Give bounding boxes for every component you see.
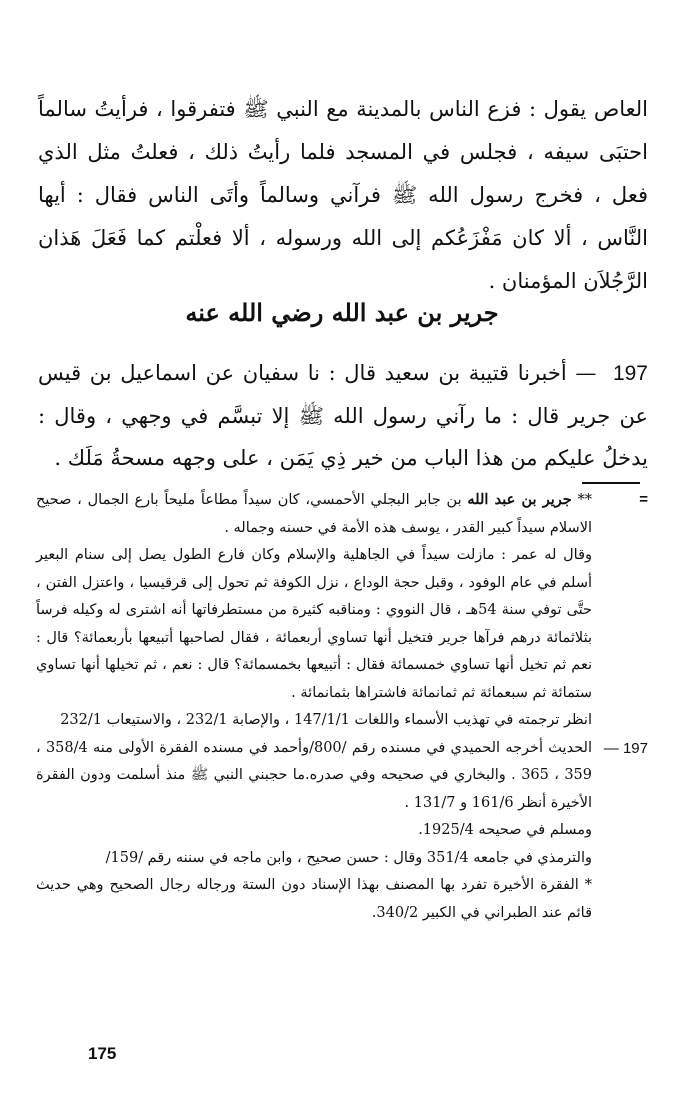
- footnote-hadith-line-3: والترمذي في جامعه 351/4 وقال : حسن صحيح ، وابن ماجه في سننه رقم /159/: [105, 849, 592, 866]
- hadith-block: [38, 352, 648, 479]
- footnote-stars: **: [571, 492, 592, 508]
- footnote-number-dash: —: [603, 739, 619, 757]
- footnote-divider: [582, 482, 640, 484]
- main-text-block: [38, 88, 648, 303]
- footnote-bio-text: بن جابر البجلي الأحمسي، كان سيداً مطاعاً مليحاً بارع الجمال ، صحيح الاسلام سيداً كبير القدر ، يوسف هذه الأمة في حسنه وجماله .: [36, 492, 592, 536]
- hadith-text: أخبرنا قتيبة بن سعيد قال : نا سفيان عن اسماعيل بن قيس عن جرير قال : ما رآني رسول الله ﷺ إلا تبسَّم في وجهي ، وقال : يدخلُ عليكم من هذا الباب من خير ذِي يَمَن ، على وجهه مسحةُ مَلَك .: [38, 361, 648, 470]
- footnote-hadith-line-1: الحديث أخرجه الحميدي في مسنده رقم /800/وأحمد في مسنده الفقرة الأولى منه 358/4 ، 359 ، 365 . والبخاري في صحيحه وفي صدره.ما حجبني النبي ﷺ منذ أسلمت ودون الفقرة الأخيرة أنظر 161/6 و 131/7 .: [36, 739, 593, 811]
- footnote-number-value: 197: [622, 739, 648, 757]
- footnote-bio-line: [36, 486, 592, 542]
- footnote-hadith-line-2: ومسلم في صحيحه 1925/4.: [418, 822, 592, 838]
- footnotes: [36, 486, 648, 927]
- hadith-paragraph: [38, 352, 648, 479]
- main-paragraph: العاص يقول : فزع الناس بالمدينة مع النبي ﷺ فتفرقوا ، فرأيتُ سالماً احتبَى سيفه ، فجلس في المسجد فلما رأيتُ ذلك ، فعلتُ مثل الذي فعل ، فخرج رسول الله ﷺ فرآني وسالماً وأتَى الناس فقال : أيها النَّاس ، ألا كان مَفْزَعُكم إلى الله ورسوله ، ألا فعلْتم كما فَعَلَ هَذان الرَّجُلاَن المؤمنان .: [38, 97, 648, 293]
- footnote-hadith-197: [36, 735, 648, 928]
- footnote-bio-name: جرير بن عبد الله: [467, 491, 572, 508]
- footnote-number: [604, 735, 648, 763]
- footnote-bio-references: انظر ترجمته في تهذيب الأسماء واللغات 147/1/1 ، والإصابة 232/1 ، والاستيعاب 232/1: [60, 712, 592, 728]
- page-number: 175: [88, 1044, 117, 1063]
- footnote-biography: [36, 486, 648, 735]
- section-heading: جرير بن عبد الله رضي الله عنه: [185, 298, 499, 327]
- hadith-number: 197: [612, 362, 648, 385]
- hadith-dash: —: [575, 361, 597, 385]
- footnote-bio-details: وقال له عمر : مازلت سيداً في الجاهلية والإسلام وكان فارع الطول يصل إلى سنام البعير أسلم في عام الوفود ، وقبل حجة الوداع ، نزل الكوفة ثم تحول إلى قرقيسيا ، واعتزل الفتن ، حتَّى توفي سنة 54هـ ، قال النووي : ومناقبه كثيرة من مستطرفاتها أنه اشترى له وكيله فرساً بثلاثمائة درهم فرآها جرير فتخيل أنها تساوي أربعمائة ، فقال لصاحبها أتبيعها بأربعمائة؟ قال : نعم ثم تخيل أنها تساوي خمسمائة فقال : أتبيعها بخمسمائة؟ قال : نعم ، ثم تخيلها أنها تساوي ستمائة ثم سبعمائة ثم ثمانمائة فاشتراها بثمانمائة .: [36, 547, 592, 701]
- footnote-hadith-line-4: * الفقرة الأخيرة تفرد بها المصنف بهذا الإسناد دون الستة ورجاله رجال الصحيح وهي حديث قائم عند الطبراني في الكبير 340/2.: [36, 877, 592, 921]
- footnote-marker: =: [639, 491, 648, 508]
